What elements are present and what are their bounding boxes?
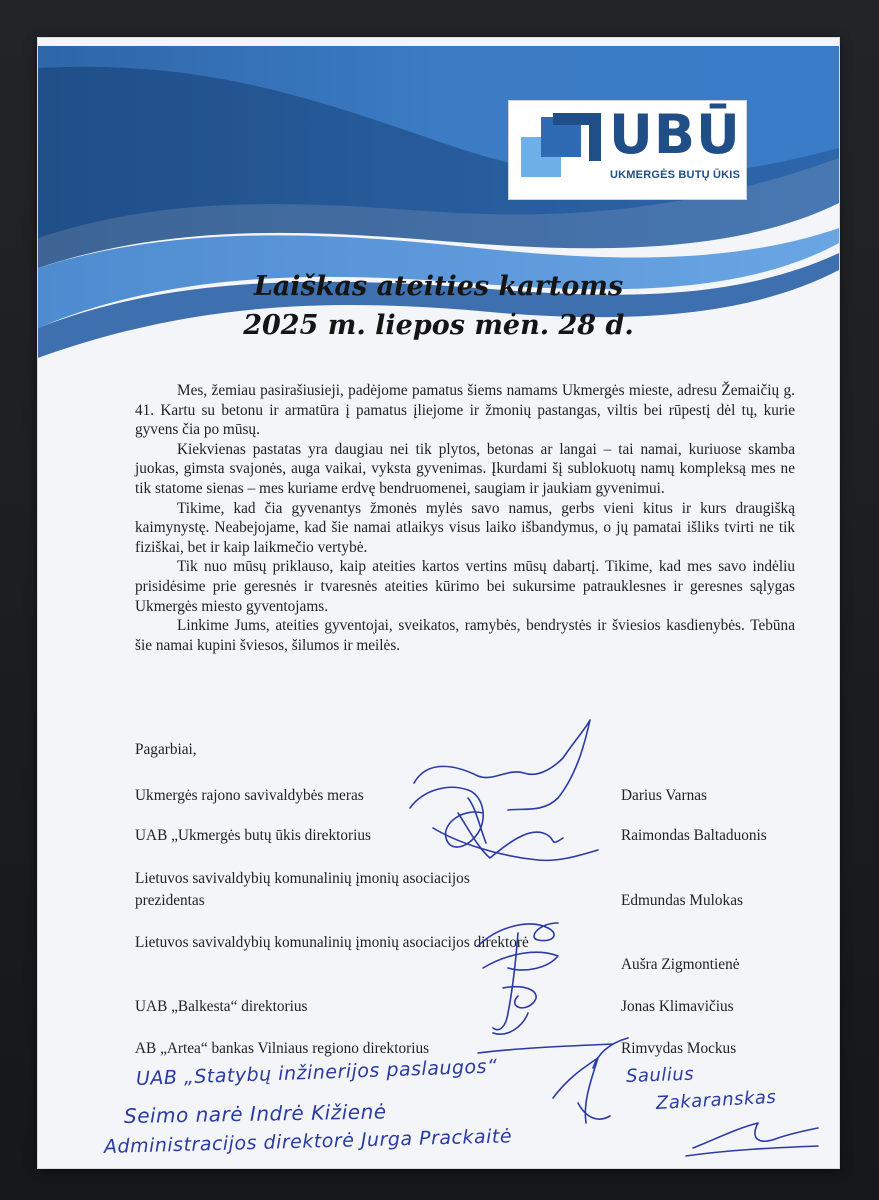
signatory-name: Darius Varnas (621, 787, 707, 804)
handwritten-note: Zakaranskas (655, 1086, 777, 1114)
signatory-name: Raimondas Baltaduonis (621, 827, 767, 844)
company-logo (508, 100, 747, 200)
signatory-name: Jonas Klimavičius (621, 998, 734, 1015)
paragraph: Tikime, kad čia gyvenantys žmonės mylės savo namus, gerbs vieni kitus ir kurs draugišką kaimynystę. Neabejojame, kad šie namai atlaikys visus laiko išbandymus, o jų pamatai išliks tvirti ne tik fiziškai, bet ir kaip laikmečio vertybė. (135, 499, 795, 556)
letter-title: Laiškas ateities kartoms (253, 271, 624, 302)
paragraph: Mes, žemiau pasirašiusieji, padėjome pamatus šiems namams Ukmergės mieste, adresu Žemaičių g. 41. Kartu su betonu ir armatūra į pamatus įliejome ir žmonių pastangas, viltis bei rūpestį dėl tų, kurie gyvens čia po mūsų. (135, 382, 795, 439)
signatory-name: Edmundas Mulokas (621, 892, 743, 909)
signatory-role: Ukmergės rajono savivaldybės meras (135, 787, 364, 804)
signatory-role: Lietuvos savivaldybių komunalinių įmonių asociacijos direktorė (135, 934, 529, 951)
signatory-name: Rimvydas Mockus (621, 1040, 737, 1057)
signatory-name: Aušra Zigmontienė (621, 956, 740, 973)
handwritten-note: UAB „Statybų inžinerijos paslaugos“ (135, 1055, 498, 1090)
handwritten-note: Administracijos direktorė Jurga Prackaitė (103, 1125, 513, 1158)
signatory-role: UAB „Ukmergės butų ūkis direktorius (135, 827, 371, 844)
greeting: Pagarbiai, (135, 741, 197, 758)
handwritten-note: Seimo narė Indrė Kižienė (123, 1099, 387, 1128)
logo-subtitle: UKMERGĖS BUTŲ ŪKIS (610, 169, 741, 181)
paragraph: Tik nuo mūsų priklauso, kaip ateities kartos vertins mūsų dabartį. Tikime, kad mes savo indėliu prisidėsime prie geresnės ir tvaresnės ateities kūrimo bei sukursime patrauklesnes ir geresnes sąlygas Ukmergės miesto gyventojams. (135, 558, 795, 615)
handwritten-note: Saulius (625, 1063, 695, 1087)
letter-date: 2025 m. liepos mėn. 28 d. (243, 310, 634, 341)
letter-page (38, 38, 839, 1168)
signatory-role: UAB „Balkesta“ direktorius (135, 998, 308, 1015)
letter-body (135, 381, 795, 655)
paragraph: Kiekvienas pastatas yra daugiau nei tik plytos, betonas ar langai – tai namai, kuriuose skamba juokas, gimsta svajonės, auga vaikai, vyksta gyvenimas. Įkurdami šį sublokuotų namų kompleksą mes ne tik statome sienas – mes kuriame erdvę bendruomenei, saugiam ir jaukiam gyvenimui. (135, 440, 795, 497)
signatory-role: AB „Artea“ bankas Vilniaus regiono direktorius (135, 1040, 430, 1057)
signatory-role: Lietuvos savivaldybių komunalinių įmonių asociacijos prezidentas (135, 870, 470, 909)
paragraph: Linkime Jums, ateities gyventojai, sveikatos, ramybės, bendrystės ir šviesios kasdienybės. Tebūna šie namai kupini šviesos, šilumos ir meilės. (135, 617, 795, 654)
logo-squares-icon (519, 111, 603, 189)
logo-wordmark: UBŪ (609, 103, 741, 166)
